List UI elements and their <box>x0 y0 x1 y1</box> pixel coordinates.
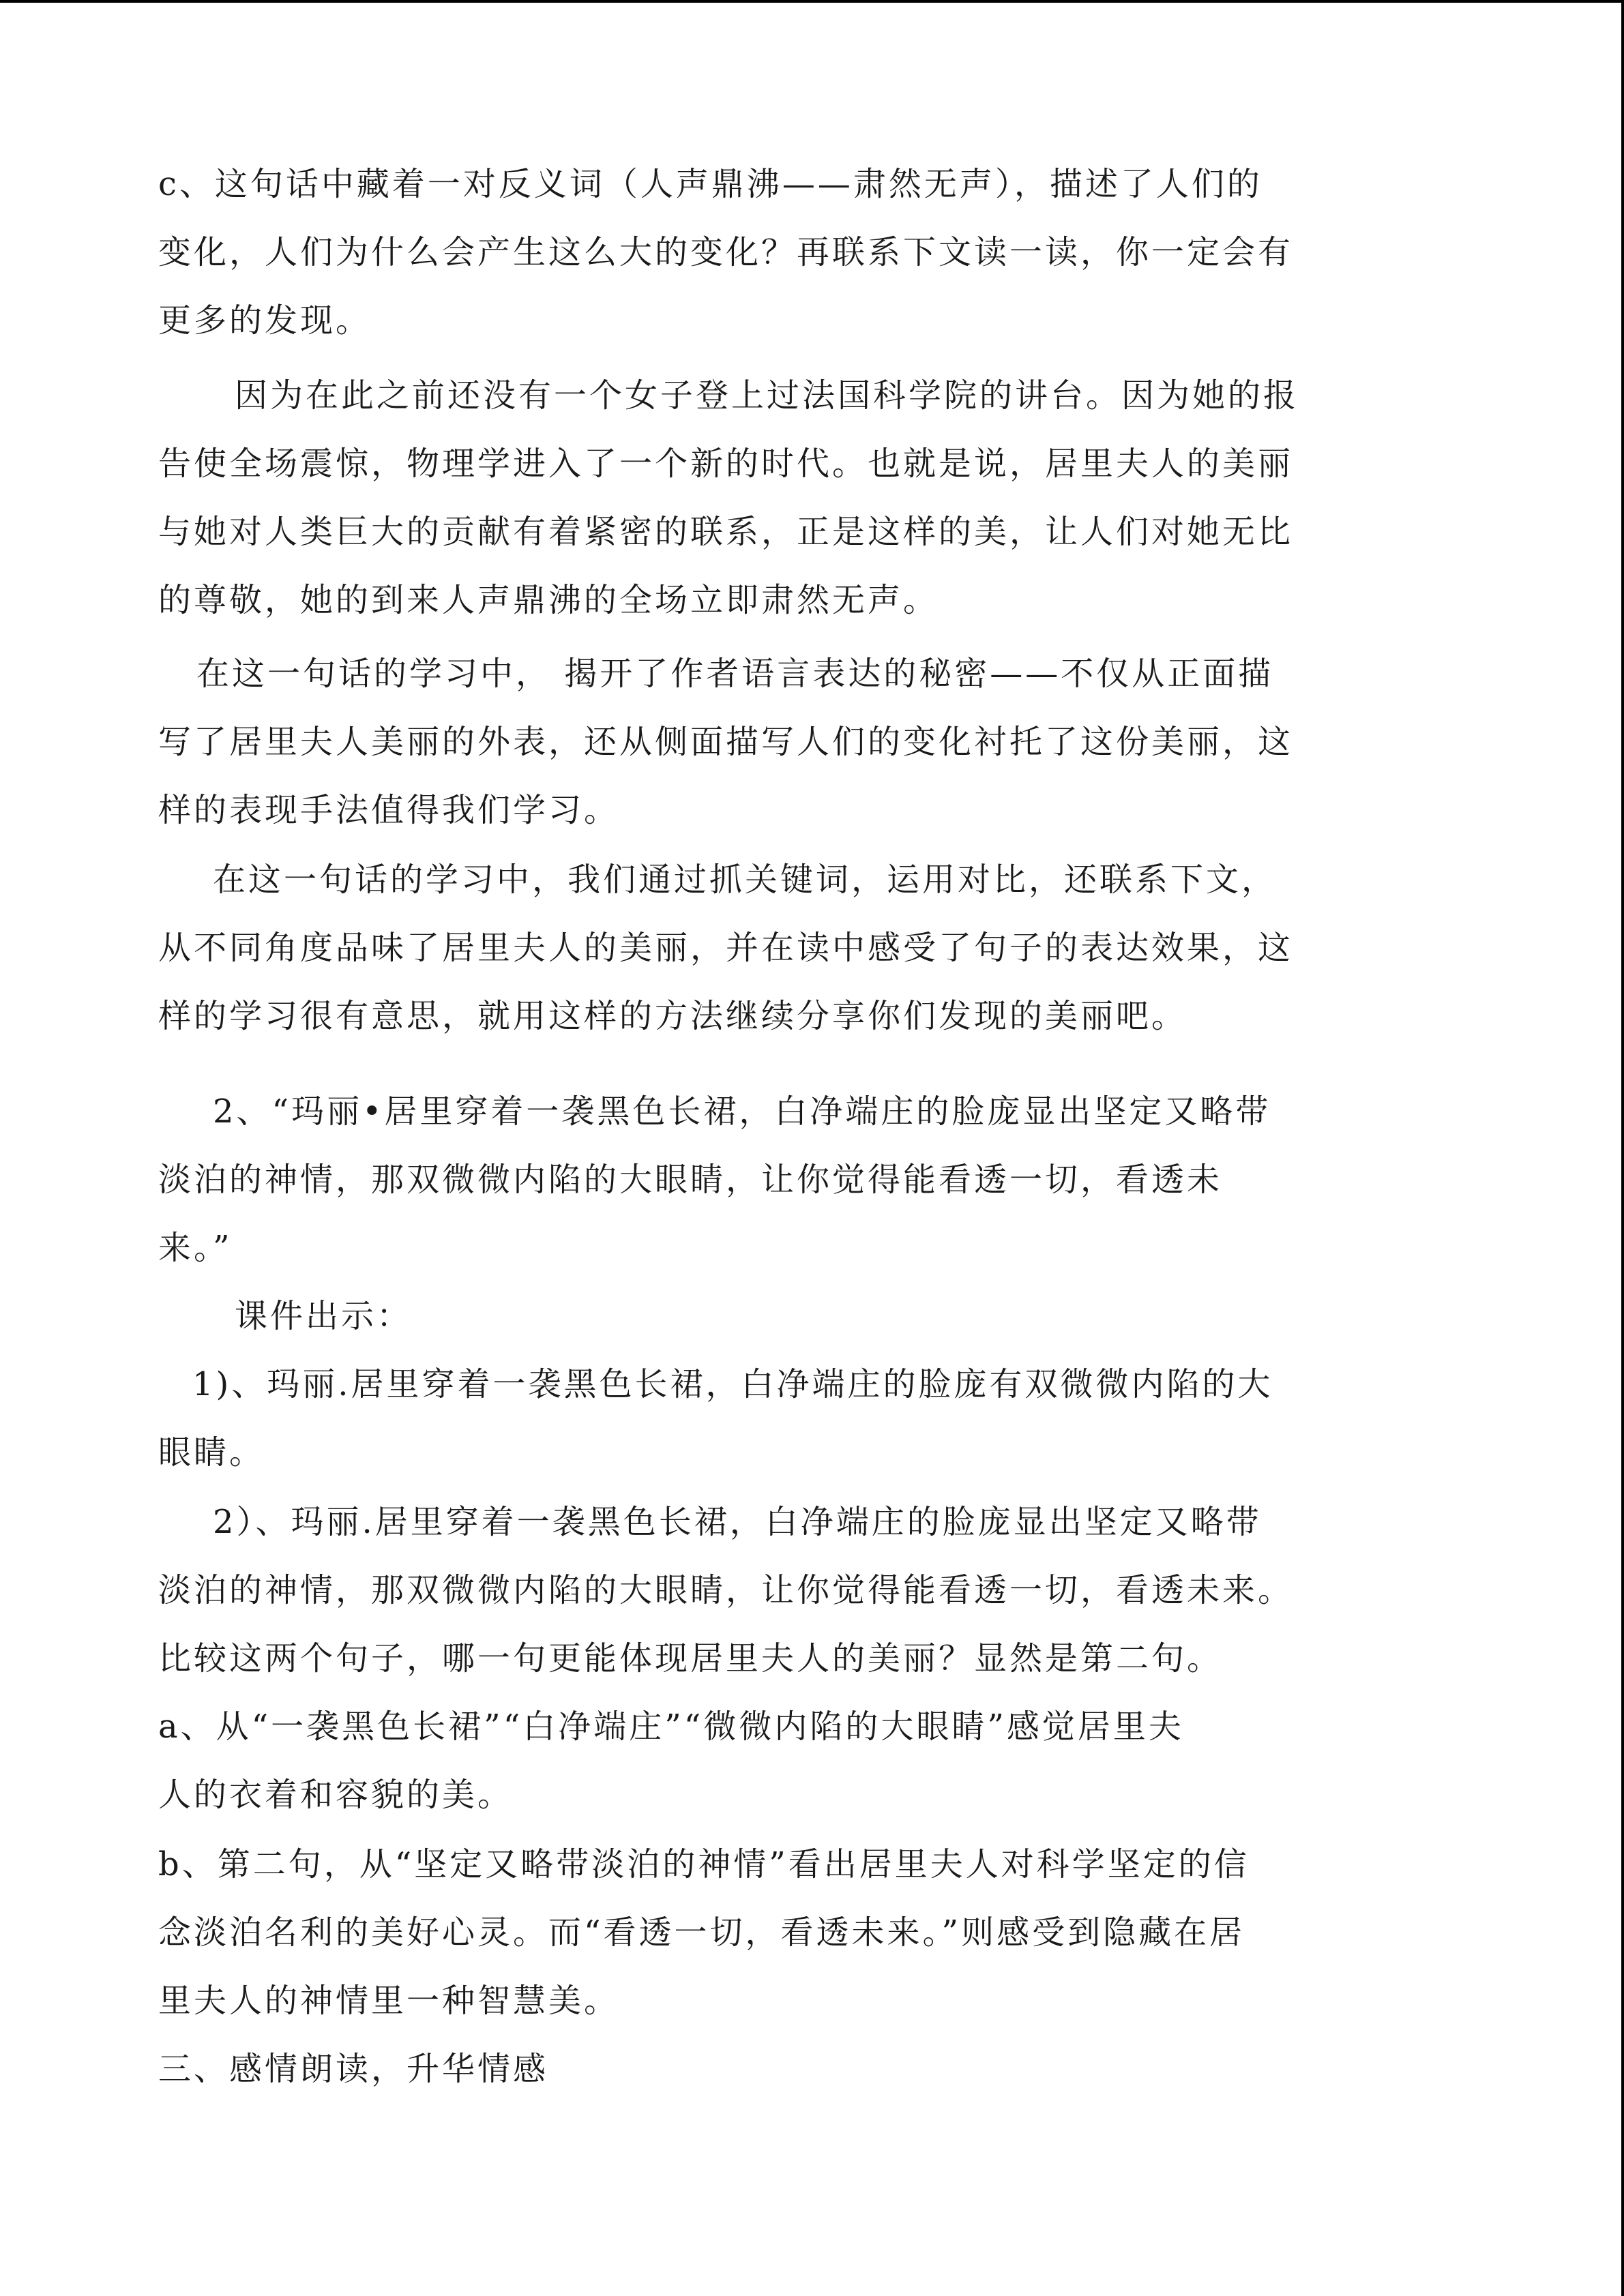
text-line: 变化，人们为什么会产生这么大的变化？再联系下文读一读，你一定会有 <box>158 233 1294 271</box>
text-line: 比较这两个句子，哪一句更能体现居里夫人的美丽？显然是第二句。 <box>158 1639 1223 1678</box>
text-line: 2、“玛丽•居里穿着一袭黑色长裙，白净端庄的脸庞显出坚定又略带 <box>213 1092 1271 1131</box>
text-line: 1)、玛丽.居里穿着一袭黑色长裙，白净端庄的脸庞有双微微内陷的大 <box>192 1365 1273 1403</box>
text-line: 里夫人的神情里一种智慧美。 <box>158 1982 620 2020</box>
page-border-right <box>1621 0 1624 2296</box>
text-line: 从不同角度品味了居里夫人的美丽，并在读中感受了句子的表达效果，这 <box>158 929 1294 967</box>
text-line: 与她对人类巨大的贡献有着紧密的联系，正是这样的美，让人们对她无比 <box>158 513 1294 551</box>
text-line: 写了居里夫人美丽的外表，还从侧面描写人们的变化衬托了这份美丽，这 <box>158 723 1294 761</box>
text-line: 念淡泊名利的美好心灵。而“看透一切，看透未来。”则感受到隐藏在居 <box>158 1913 1245 1952</box>
text-line: b、第二句，从“坚定又略带淡泊的神情”看出居里夫人对科学坚定的信 <box>158 1845 1250 1883</box>
text-line: 在这一句话的学习中， 揭开了作者语言表达的秘密——不仅从正面描 <box>196 655 1274 693</box>
text-line: 淡泊的神情，那双微微内陷的大眼睛，让你觉得能看透一切，看透未来。 <box>158 1571 1294 1609</box>
text-line: 来。” <box>158 1229 233 1267</box>
text-line: 的尊敬，她的到来人声鼎沸的全场立即肃然无声。 <box>158 581 939 619</box>
text-line: 人的衣着和容貌的美。 <box>158 1776 514 1814</box>
text-line: 样的表现手法值得我们学习。 <box>158 791 620 829</box>
text-line: 2）、玛丽.居里穿着一袭黑色长裙，白净端庄的脸庞显出坚定又略带 <box>213 1503 1262 1541</box>
text-line: a、从“一袭黑色长裙”“白净端庄”“微微内陷的大眼睛”感觉居里夫 <box>158 1708 1184 1746</box>
text-line: 告使全场震惊，物理学进入了一个新的时代。也就是说，居里夫人的美丽 <box>158 445 1294 483</box>
text-line: c、这句话中藏着一对反义词（人声鼎沸——肃然无声），描述了人们的 <box>158 165 1263 203</box>
text-line: 课件出示： <box>235 1297 413 1335</box>
text-line: 更多的发现。 <box>158 301 372 340</box>
text-line: 淡泊的神情，那双微微内陷的大眼睛，让你觉得能看透一切，看透未 <box>158 1161 1223 1199</box>
text-line: 因为在此之前还没有一个女子登上过法国科学院的讲台。因为她的报 <box>235 376 1299 415</box>
text-line: 眼睛。 <box>158 1433 265 1472</box>
page-border-top <box>0 0 1624 3</box>
section-heading: 三、感情朗读，升华情感 <box>158 2050 549 2088</box>
text-line: 在这一句话的学习中，我们通过抓关键词，运用对比，还联系下文， <box>213 861 1278 899</box>
text-line: 样的学习很有意思，就用这样的方法继续分享你们发现的美丽吧。 <box>158 997 1187 1035</box>
